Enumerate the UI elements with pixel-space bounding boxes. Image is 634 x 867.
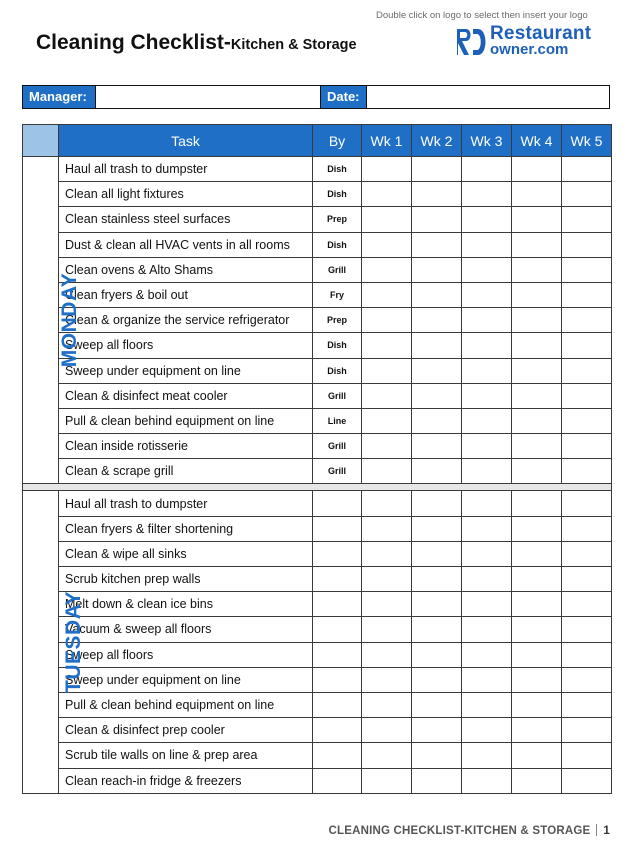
week-1-check-cell[interactable] — [362, 207, 412, 232]
date-field[interactable] — [367, 86, 609, 108]
week-1-check-cell[interactable] — [362, 333, 412, 358]
task-cell: Haul all trash to dumpster — [59, 157, 313, 182]
week-2-check-cell[interactable] — [412, 207, 462, 232]
week-2-check-cell[interactable] — [412, 516, 462, 541]
week-2-check-cell[interactable] — [412, 567, 462, 592]
week-3-check-cell[interactable] — [462, 617, 512, 642]
week-1-check-cell[interactable] — [362, 182, 412, 207]
day-separator — [23, 484, 612, 491]
table-row — [23, 434, 612, 459]
assignee-cell — [313, 541, 362, 566]
week-1-check-cell[interactable] — [362, 308, 412, 333]
week-5-check-cell[interactable] — [562, 768, 612, 793]
week-3-check-cell[interactable] — [462, 692, 512, 717]
week-5-check-cell[interactable] — [562, 459, 612, 484]
week-1-check-cell[interactable] — [362, 567, 412, 592]
week-5-check-cell[interactable] — [562, 617, 612, 642]
week-5-check-cell[interactable] — [562, 207, 612, 232]
week-3-check-cell[interactable] — [462, 459, 512, 484]
task-cell: Sweep all floors — [59, 642, 313, 667]
assignee-cell — [313, 718, 362, 743]
assignee-cell — [313, 491, 362, 516]
week-2-check-cell[interactable] — [412, 459, 462, 484]
week-1-check-cell[interactable] — [362, 257, 412, 282]
week-2-check-cell[interactable] — [412, 768, 462, 793]
day-label-cell — [23, 491, 85, 793]
assignee-cell: Dish — [313, 157, 362, 182]
task-cell: Clean stainless steel surfaces — [59, 207, 313, 232]
task-cell: Melt down & clean ice bins — [59, 592, 313, 617]
week-4-check-cell[interactable] — [512, 592, 562, 617]
week-4-check-cell[interactable] — [512, 257, 562, 282]
task-cell: Vacuum & sweep all floors — [59, 617, 313, 642]
header-wk5: Wk 5 — [562, 125, 612, 157]
week-3-check-cell[interactable] — [462, 516, 512, 541]
week-2-check-cell[interactable] — [412, 157, 462, 182]
week-5-check-cell[interactable] — [562, 383, 612, 408]
week-4-check-cell[interactable] — [512, 516, 562, 541]
table-row — [23, 642, 612, 667]
week-3-check-cell[interactable] — [462, 491, 512, 516]
assignee-cell — [313, 592, 362, 617]
logo-wordmark-bottom: owner.com — [490, 41, 569, 58]
week-2-check-cell[interactable] — [412, 617, 462, 642]
week-2-check-cell[interactable] — [412, 408, 462, 433]
task-cell: Clean & scrape grill — [59, 459, 313, 484]
separator-cell — [23, 484, 612, 491]
task-cell: Dust & clean all HVAC vents in all rooms — [59, 232, 313, 257]
week-4-check-cell[interactable] — [512, 408, 562, 433]
week-3-check-cell[interactable] — [462, 358, 512, 383]
week-4-check-cell[interactable] — [512, 207, 562, 232]
table-row — [23, 157, 612, 182]
table-row — [23, 358, 612, 383]
header-corner — [23, 125, 59, 157]
task-cell: Scrub tile walls on line & prep area — [59, 743, 313, 768]
week-2-check-cell[interactable] — [412, 642, 462, 667]
page-title — [36, 31, 357, 55]
table-row — [23, 692, 612, 717]
week-2-check-cell[interactable] — [412, 718, 462, 743]
week-1-check-cell[interactable] — [362, 358, 412, 383]
week-1-check-cell[interactable] — [362, 282, 412, 307]
page-footer — [328, 824, 610, 837]
table-row — [23, 282, 612, 307]
task-cell: Scrub kitchen prep walls — [59, 567, 313, 592]
task-cell: Sweep under equipment on line — [59, 358, 313, 383]
week-5-check-cell[interactable] — [562, 541, 612, 566]
week-4-check-cell[interactable] — [512, 642, 562, 667]
week-2-check-cell[interactable] — [412, 667, 462, 692]
week-4-check-cell[interactable] — [512, 667, 562, 692]
logo-mark-icon — [454, 26, 488, 58]
table-row — [23, 567, 612, 592]
week-2-check-cell[interactable] — [412, 383, 462, 408]
assignee-cell: Dish — [313, 333, 362, 358]
week-2-check-cell[interactable] — [412, 491, 462, 516]
day-label: MONDAY — [58, 273, 82, 368]
table-row — [23, 232, 612, 257]
week-3-check-cell[interactable] — [462, 718, 512, 743]
task-cell: Sweep under equipment on line — [59, 667, 313, 692]
table-row — [23, 617, 612, 642]
week-3-check-cell[interactable] — [462, 408, 512, 433]
week-2-check-cell[interactable] — [412, 592, 462, 617]
table-row — [23, 743, 612, 768]
table-row — [23, 667, 612, 692]
week-3-check-cell[interactable] — [462, 567, 512, 592]
week-1-check-cell[interactable] — [362, 692, 412, 717]
table-row — [23, 333, 612, 358]
week-3-check-cell[interactable] — [462, 541, 512, 566]
task-cell: Clean & organize the service refrigerator — [59, 308, 313, 333]
week-1-check-cell[interactable] — [362, 157, 412, 182]
assignee-cell: Grill — [313, 434, 362, 459]
task-cell: Clean fryers & boil out — [59, 282, 313, 307]
table-row — [23, 408, 612, 433]
week-4-check-cell[interactable] — [512, 567, 562, 592]
table-row — [23, 207, 612, 232]
week-3-check-cell[interactable] — [462, 157, 512, 182]
task-cell: Clean reach-in fridge & freezers — [59, 768, 313, 793]
week-2-check-cell[interactable] — [412, 282, 462, 307]
assignee-cell: Grill — [313, 459, 362, 484]
task-cell: Pull & clean behind equipment on line — [59, 692, 313, 717]
week-5-check-cell[interactable] — [562, 358, 612, 383]
table-row — [23, 768, 612, 793]
task-cell: Clean fryers & filter shortening — [59, 516, 313, 541]
week-1-check-cell[interactable] — [362, 434, 412, 459]
task-cell: Clean & disinfect prep cooler — [59, 718, 313, 743]
week-4-check-cell[interactable] — [512, 182, 562, 207]
week-4-check-cell[interactable] — [512, 718, 562, 743]
header-wk3: Wk 3 — [462, 125, 512, 157]
title-main: Cleaning Checklist- — [36, 31, 231, 54]
task-cell: Clean all light fixtures — [59, 182, 313, 207]
week-4-check-cell[interactable] — [512, 308, 562, 333]
week-1-check-cell[interactable] — [362, 768, 412, 793]
week-5-check-cell[interactable] — [562, 667, 612, 692]
assignee-cell: Dish — [313, 232, 362, 257]
week-5-check-cell[interactable] — [562, 282, 612, 307]
assignee-cell: Fry — [313, 282, 362, 307]
week-1-check-cell[interactable] — [362, 718, 412, 743]
week-3-check-cell[interactable] — [462, 743, 512, 768]
week-3-check-cell[interactable] — [462, 308, 512, 333]
task-cell: Clean inside rotisserie — [59, 434, 313, 459]
week-3-check-cell[interactable] — [462, 592, 512, 617]
assignee-cell — [313, 642, 362, 667]
table-row — [23, 592, 612, 617]
header-wk1: Wk 1 — [362, 125, 412, 157]
week-5-check-cell[interactable] — [562, 434, 612, 459]
assignee-cell — [313, 617, 362, 642]
week-2-check-cell[interactable] — [412, 257, 462, 282]
week-3-check-cell[interactable] — [462, 282, 512, 307]
week-5-check-cell[interactable] — [562, 592, 612, 617]
assignee-cell: Line — [313, 408, 362, 433]
table-row — [23, 182, 612, 207]
week-5-check-cell[interactable] — [562, 743, 612, 768]
week-5-check-cell[interactable] — [562, 516, 612, 541]
week-2-check-cell[interactable] — [412, 743, 462, 768]
header-wk4: Wk 4 — [512, 125, 562, 157]
logo-hint: Double click on logo to select then insert your logo — [376, 10, 588, 21]
table-row — [23, 516, 612, 541]
week-2-check-cell[interactable] — [412, 434, 462, 459]
table-header-row — [23, 125, 612, 157]
title-subtitle: Kitchen & Storage — [230, 37, 357, 53]
header-fields — [22, 85, 610, 109]
task-cell: Sweep all floors — [59, 333, 313, 358]
week-2-check-cell[interactable] — [412, 358, 462, 383]
assignee-cell: Prep — [313, 207, 362, 232]
week-3-check-cell[interactable] — [462, 667, 512, 692]
checklist-table — [22, 124, 612, 794]
header-task: Task — [59, 125, 313, 157]
week-5-check-cell[interactable] — [562, 232, 612, 257]
week-4-check-cell[interactable] — [512, 434, 562, 459]
week-1-check-cell[interactable] — [362, 408, 412, 433]
week-5-check-cell[interactable] — [562, 642, 612, 667]
week-5-check-cell[interactable] — [562, 718, 612, 743]
task-cell: Pull & clean behind equipment on line — [59, 408, 313, 433]
week-3-check-cell[interactable] — [462, 642, 512, 667]
week-3-check-cell[interactable] — [462, 232, 512, 257]
week-2-check-cell[interactable] — [412, 308, 462, 333]
week-5-check-cell[interactable] — [562, 257, 612, 282]
logo[interactable] — [454, 25, 594, 61]
week-5-check-cell[interactable] — [562, 408, 612, 433]
manager-label: Manager: — [23, 86, 95, 108]
week-2-check-cell[interactable] — [412, 692, 462, 717]
assignee-cell: Prep — [313, 308, 362, 333]
week-1-check-cell[interactable] — [362, 667, 412, 692]
header-by: By — [313, 125, 362, 157]
table-row — [23, 308, 612, 333]
assignee-cell: Dish — [313, 358, 362, 383]
footer-text: CLEANING CHECKLIST-KITCHEN & STORAGE — [328, 825, 591, 837]
footer-divider — [596, 824, 597, 836]
task-cell: Clean ovens & Alto Shams — [59, 257, 313, 282]
date-label: Date: — [321, 86, 367, 108]
task-cell: Clean & wipe all sinks — [59, 541, 313, 566]
table-row — [23, 383, 612, 408]
week-3-check-cell[interactable] — [462, 207, 512, 232]
week-1-check-cell[interactable] — [362, 383, 412, 408]
manager-field[interactable] — [95, 86, 321, 108]
week-4-check-cell[interactable] — [512, 358, 562, 383]
week-1-check-cell[interactable] — [362, 592, 412, 617]
week-1-check-cell[interactable] — [362, 459, 412, 484]
table-row — [23, 459, 612, 484]
week-3-check-cell[interactable] — [462, 333, 512, 358]
page-number: 1 — [603, 825, 610, 837]
week-5-check-cell[interactable] — [562, 157, 612, 182]
week-2-check-cell[interactable] — [412, 232, 462, 257]
week-4-check-cell[interactable] — [512, 768, 562, 793]
week-4-check-cell[interactable] — [512, 333, 562, 358]
week-2-check-cell[interactable] — [412, 333, 462, 358]
assignee-cell: Grill — [313, 383, 362, 408]
week-1-check-cell[interactable] — [362, 491, 412, 516]
table-row — [23, 541, 612, 566]
week-4-check-cell[interactable] — [512, 617, 562, 642]
table-row — [23, 718, 612, 743]
task-cell: Clean & disinfect meat cooler — [59, 383, 313, 408]
day-label-cell — [23, 157, 82, 484]
week-5-check-cell[interactable] — [562, 333, 612, 358]
week-4-check-cell[interactable] — [512, 157, 562, 182]
week-4-check-cell[interactable] — [512, 743, 562, 768]
week-4-check-cell[interactable] — [512, 491, 562, 516]
week-5-check-cell[interactable] — [562, 692, 612, 717]
week-1-check-cell[interactable] — [362, 232, 412, 257]
logo-wordmark-top: Restaurant — [490, 23, 592, 44]
week-5-check-cell[interactable] — [562, 182, 612, 207]
week-5-check-cell[interactable] — [562, 567, 612, 592]
week-4-check-cell[interactable] — [512, 232, 562, 257]
task-cell: Haul all trash to dumpster — [59, 491, 313, 516]
week-3-check-cell[interactable] — [462, 434, 512, 459]
week-5-check-cell[interactable] — [562, 308, 612, 333]
week-2-check-cell[interactable] — [412, 182, 462, 207]
week-1-check-cell[interactable] — [362, 642, 412, 667]
assignee-cell — [313, 768, 362, 793]
table-row — [23, 257, 612, 282]
week-5-check-cell[interactable] — [562, 491, 612, 516]
week-1-check-cell[interactable] — [362, 743, 412, 768]
week-3-check-cell[interactable] — [462, 383, 512, 408]
assignee-cell — [313, 567, 362, 592]
header-wk2: Wk 2 — [412, 125, 462, 157]
assignee-cell — [313, 516, 362, 541]
week-4-check-cell[interactable] — [512, 459, 562, 484]
assignee-cell — [313, 667, 362, 692]
week-1-check-cell[interactable] — [362, 617, 412, 642]
week-1-check-cell[interactable] — [362, 516, 412, 541]
week-3-check-cell[interactable] — [462, 257, 512, 282]
assignee-cell — [313, 692, 362, 717]
assignee-cell: Dish — [313, 182, 362, 207]
week-4-check-cell[interactable] — [512, 692, 562, 717]
week-3-check-cell[interactable] — [462, 182, 512, 207]
table-row — [23, 491, 612, 516]
week-2-check-cell[interactable] — [412, 541, 462, 566]
week-4-check-cell[interactable] — [512, 383, 562, 408]
assignee-cell — [313, 743, 362, 768]
week-4-check-cell[interactable] — [512, 282, 562, 307]
week-4-check-cell[interactable] — [512, 541, 562, 566]
day-label: TUESDAY — [61, 591, 85, 694]
assignee-cell: Grill — [313, 257, 362, 282]
week-3-check-cell[interactable] — [462, 768, 512, 793]
week-1-check-cell[interactable] — [362, 541, 412, 566]
